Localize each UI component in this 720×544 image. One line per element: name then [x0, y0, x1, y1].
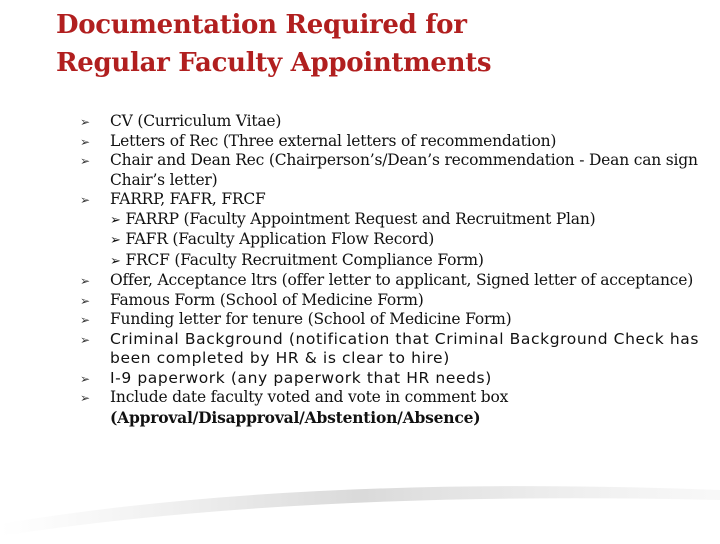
arrow-bullet-icon: ➢	[80, 115, 91, 129]
list-item	[80, 132, 700, 152]
list-item-text: Funding letter for tenure (School of Medicine Form)	[110, 310, 512, 328]
slide-title-line-2: Regular Faculty Appointments	[56, 48, 492, 78]
list-item	[80, 190, 700, 271]
list-item-text: Famous Form (School of Medicine Form)	[110, 290, 424, 309]
list-item	[80, 291, 700, 311]
sub-list-item-text: FAFR (Faculty Application Flow Record)	[125, 230, 435, 248]
arrow-bullet-icon: ➢	[80, 313, 91, 327]
requirements-list	[80, 112, 700, 427]
list-item-text: CV (Curriculum Vitae)	[110, 112, 282, 130]
slide-title	[56, 6, 696, 82]
list-item-text: I-9 paperwork (any paperwork that HR needs)	[110, 368, 492, 387]
sub-list-item-text: FARRP (Faculty Appointment Request and Recruitment Plan)	[125, 209, 596, 228]
arrow-bullet-icon: ➢	[80, 371, 91, 386]
list-item-text: Include date faculty voted and vote in comment box	[110, 388, 509, 406]
list-item-text: Criminal Background (notification that Criminal Background Check has been completed by HR & is clear to hire)	[110, 329, 700, 367]
list-item-text: FARRP, FAFR, FRCF	[110, 190, 266, 208]
list-item-text: Letters of Rec (Three external letters of recommendation)	[110, 131, 557, 150]
arrow-bullet-icon: ➢	[80, 274, 91, 288]
sub-list	[110, 210, 700, 272]
list-item	[80, 388, 700, 427]
list-item-bold-text: (Approval/Disapproval/Abstention/Absence)	[110, 407, 481, 427]
list-item	[80, 310, 700, 330]
list-item	[80, 330, 700, 369]
list-item-text: Offer, Acceptance ltrs (offer letter to applicant, Signed letter of acceptance)	[110, 271, 694, 289]
arrow-bullet-icon: ➢	[110, 233, 121, 248]
sub-list-item	[110, 230, 700, 251]
arrow-bullet-icon: ➢	[110, 253, 121, 269]
list-item	[80, 112, 700, 132]
sub-list-item	[110, 251, 700, 272]
arrow-bullet-icon: ➢	[110, 212, 121, 228]
sub-list-item	[110, 210, 700, 231]
list-item	[80, 271, 700, 291]
list-item-text: Chair and Dean Rec (Chairperson’s/Dean’s recommendation - Dean can sign Chair’s letter)	[110, 151, 698, 189]
sub-list-item-text: FRCF (Faculty Recruitment Compliance Form)	[125, 250, 484, 269]
slide-title-line-1: Documentation Required for	[56, 10, 467, 40]
list-item	[80, 151, 700, 190]
list-item	[80, 369, 700, 389]
decorative-swoosh	[0, 484, 720, 544]
arrow-bullet-icon: ➢	[80, 134, 91, 149]
arrow-bullet-icon: ➢	[80, 154, 91, 168]
arrow-bullet-icon: ➢	[80, 293, 91, 308]
arrow-bullet-icon: ➢	[80, 391, 91, 405]
arrow-bullet-icon: ➢	[80, 193, 91, 207]
arrow-bullet-icon: ➢	[80, 332, 91, 347]
